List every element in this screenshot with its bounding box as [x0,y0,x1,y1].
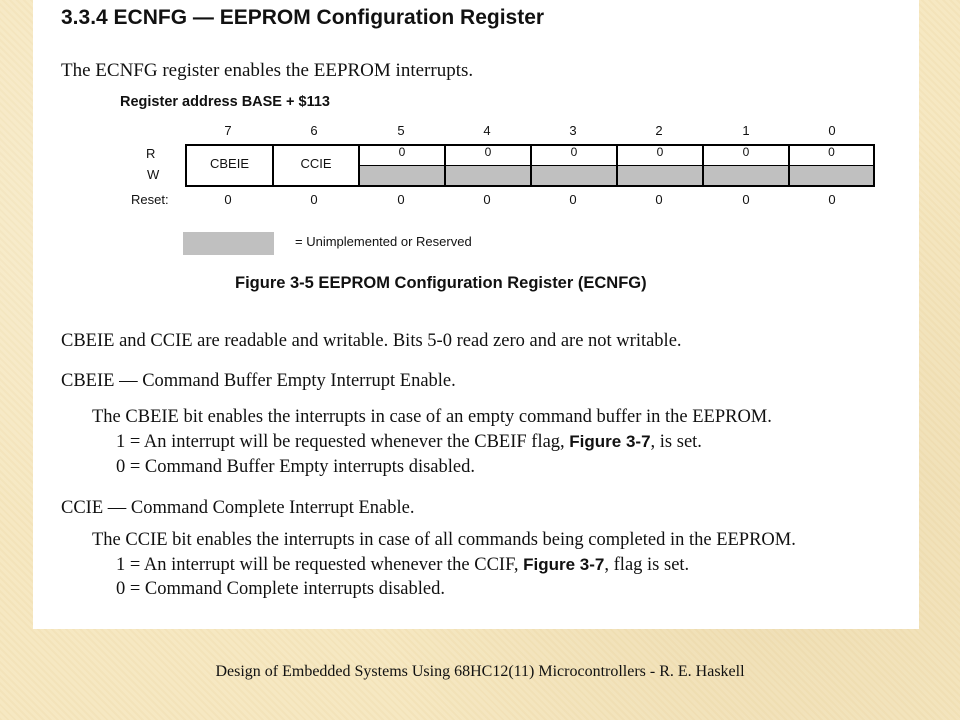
ccie-one-suffix: , flag is set. [604,555,690,575]
reset-value: 0 [224,192,232,207]
legend-text: = Unimplemented or Reserved [295,234,472,249]
read-value: 0 [484,145,492,159]
unimplemented-write-cell [618,165,702,185]
ccie-zero-line: 0 = Command Complete interrupts disabled. [116,579,445,599]
bit-number: 4 [483,123,491,138]
reset-value: 0 [828,192,836,207]
reset-value: 0 [483,192,491,207]
bit-number: 5 [397,123,405,138]
reset-value: 0 [742,192,750,207]
read-value: 0 [742,145,750,159]
ccie-one-prefix: 1 = An interrupt will be requested whenever the CCIF, [116,555,524,575]
section-title: 3.3.4 ECNFG — EEPROM Configuration Register [61,6,545,29]
register-diagram [185,144,875,187]
bit-cell-0 [790,146,873,185]
reset-row-label: Reset: [131,192,169,207]
bit-number: 0 [828,123,836,138]
cbeie-one-suffix: , is set. [650,432,702,452]
bit-cell-5 [360,146,446,185]
bit-cell-4 [446,146,532,185]
unimplemented-write-cell [790,165,873,185]
cbeie-heading: CBEIE — Command Buffer Empty Interrupt Enable. [61,371,456,391]
bit-number: 3 [569,123,577,138]
slide-footer: Design of Embedded Systems Using 68HC12(11) Microcontrollers - R. E. Haskell [215,663,745,680]
cbeie-zero-line: 0 = Command Buffer Empty interrupts disabled. [116,457,475,477]
read-value: 0 [828,145,835,159]
legend-swatch [183,232,274,255]
unimplemented-write-cell [446,165,530,185]
read-row-label: R [146,146,156,161]
bit-number: 2 [655,123,663,138]
cbeie-description: The CBEIE bit enables the interrupts in case of an empty command buffer in the EEPROM. [92,407,772,427]
ccie-one-line [116,555,689,576]
reset-value: 0 [569,192,577,207]
ccie-description: The CCIE bit enables the interrupts in case of all commands being completed in the EEPROM. [92,530,796,550]
figure-reference: Figure 3-7 [523,555,605,574]
read-value: 0 [398,145,406,159]
intro-text: The ECNFG register enables the EEPROM interrupts. [61,60,474,81]
bit-number: 7 [224,123,232,138]
ccie-heading: CCIE — Command Complete Interrupt Enable. [61,498,415,518]
read-value: 0 [570,145,578,159]
bit-cell-1 [704,146,790,185]
cbeie-one-prefix: 1 = An interrupt will be requested whenever the CBEIF flag, [116,432,570,452]
reset-value: 0 [310,192,318,207]
reset-value: 0 [397,192,405,207]
unimplemented-write-cell [360,165,444,185]
register-address: Register address BASE + $113 [120,94,330,110]
bit-cell-2 [618,146,704,185]
bit-cell-3 [532,146,618,185]
unimplemented-write-cell [532,165,616,185]
document-page [33,0,919,629]
bit-name-cbeie: CBEIE [209,156,249,171]
bit-number: 6 [310,123,318,138]
cbeie-one-line [116,432,702,453]
figure-caption: Figure 3-5 EEPROM Configuration Register (ECNFG) [235,274,647,292]
unimplemented-write-cell [704,165,788,185]
bit-number: 1 [742,123,750,138]
write-row-label: W [147,167,160,182]
bit-cell-ccie [274,146,360,185]
bit-name-ccie: CCIE [300,156,332,171]
read-value: 0 [656,145,664,159]
reset-value: 0 [655,192,663,207]
figure-reference: Figure 3-7 [569,432,651,451]
summary-text: CBEIE and CCIE are readable and writable. Bits 5-0 read zero and are not writable. [61,331,682,351]
bit-cell-cbeie [187,146,274,185]
